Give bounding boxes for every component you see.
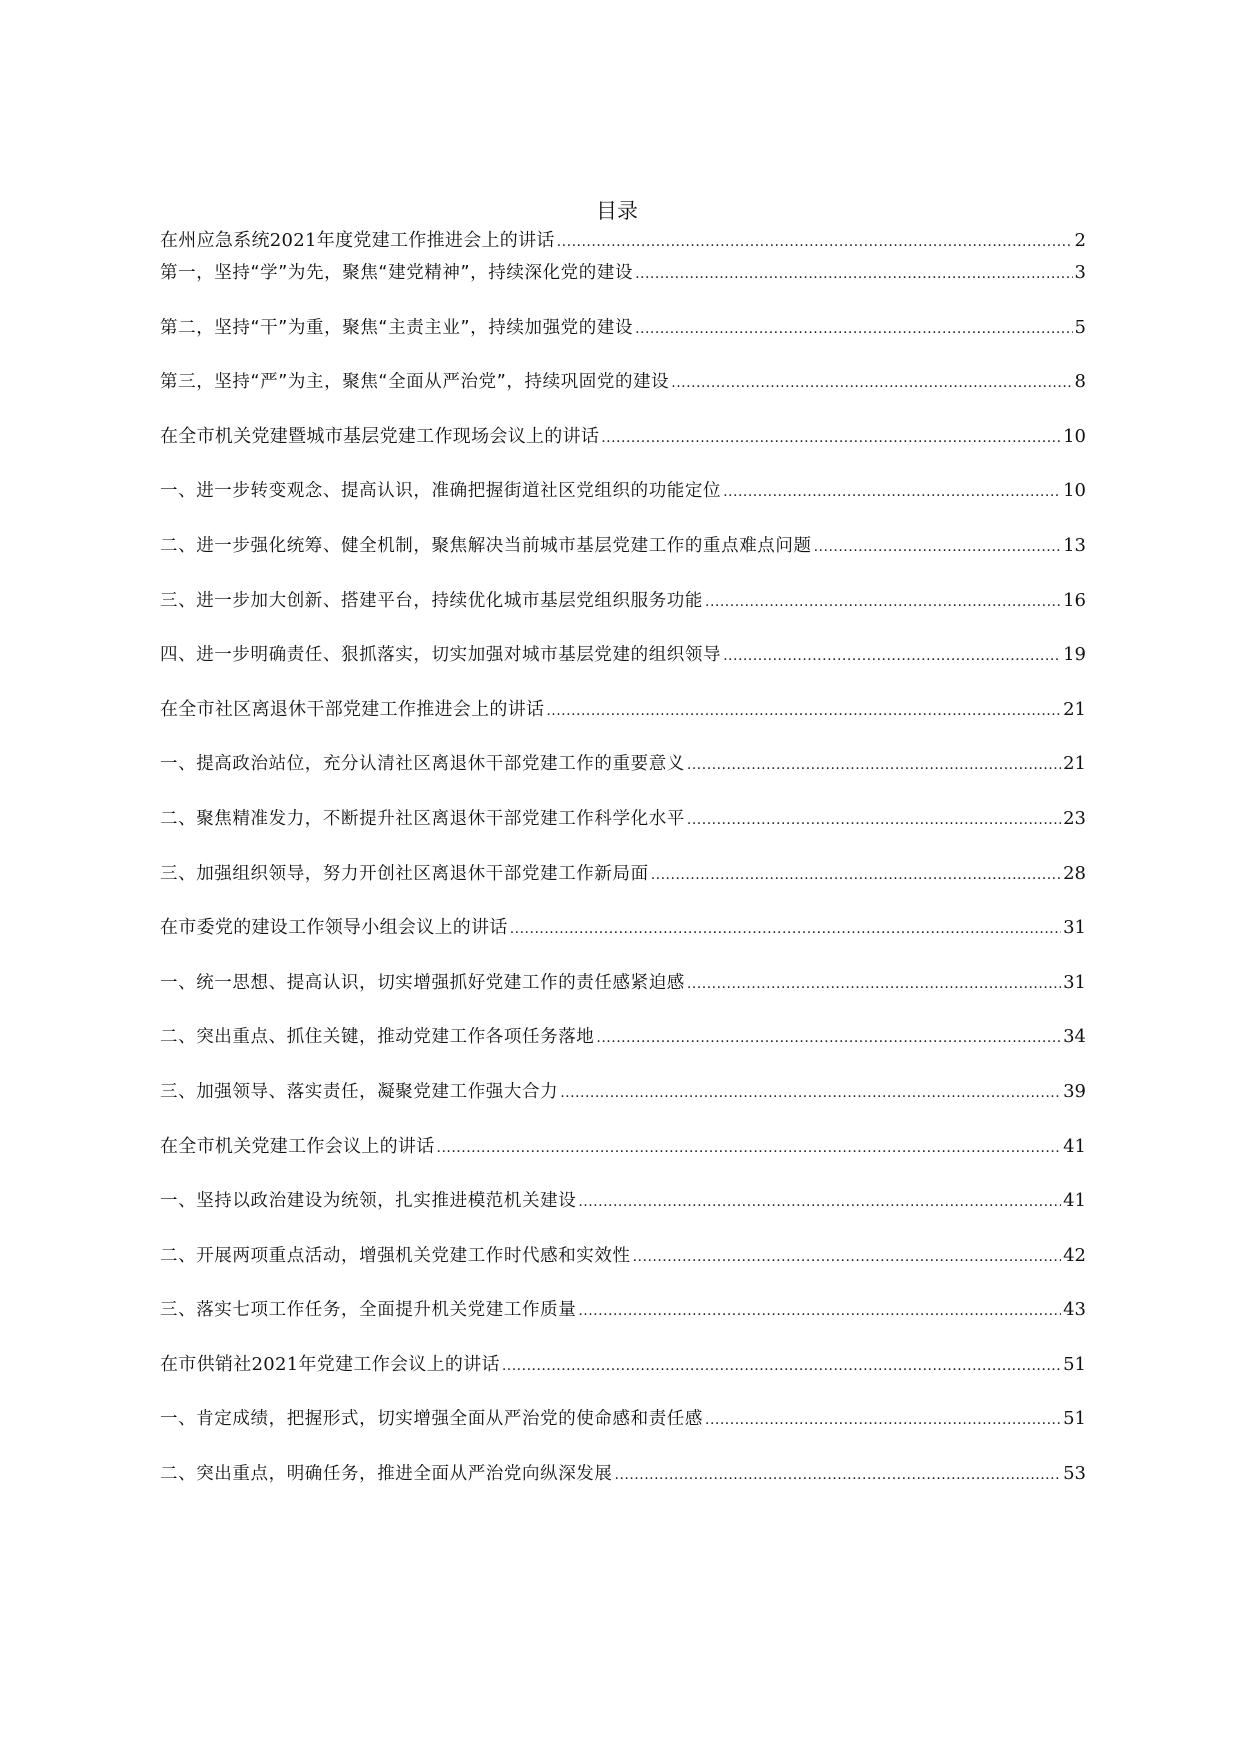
- toc-entry[interactable]: [160, 478, 1086, 533]
- toc-entry-page-number: 39: [1063, 1080, 1086, 1102]
- toc-entry-page-number: 34: [1063, 1026, 1086, 1048]
- toc-entry[interactable]: [160, 1461, 1086, 1516]
- toc-entry-title: 三、加强组织领导，努力开创社区离退休干部党建工作新局面: [160, 863, 649, 884]
- toc-entry[interactable]: [160, 1079, 1086, 1134]
- dot-leader: [601, 425, 1061, 451]
- toc-entry-page-number: 2: [1074, 230, 1086, 251]
- dot-leader: [723, 479, 1061, 505]
- table-of-contents: [160, 228, 1086, 1516]
- dot-leader: [502, 1353, 1061, 1379]
- dot-leader: [687, 807, 1061, 833]
- dot-leader: [578, 1189, 1061, 1215]
- dot-leader: [723, 643, 1061, 669]
- toc-entry-page-number: 42: [1063, 1244, 1086, 1266]
- toc-entry-page-number: 43: [1063, 1299, 1086, 1321]
- toc-entry-page-number: 31: [1063, 917, 1086, 939]
- toc-entry-title: 在全市机关党建工作会议上的讲话: [160, 1135, 435, 1157]
- toc-entry-page-number: 21: [1063, 698, 1086, 720]
- toc-entry-title: 二、突出重点，明确任务，推进全面从严治党向纵深发展: [160, 1464, 613, 1485]
- toc-entry-page-number: 41: [1063, 1135, 1086, 1157]
- toc-entry[interactable]: [160, 806, 1086, 861]
- dot-leader: [578, 1298, 1061, 1324]
- toc-entry-page-number: 51: [1063, 1353, 1086, 1375]
- toc-entry-title: 二、进一步强化统筹、健全机制，聚焦解决当前城市基层党建工作的重点难点问题: [160, 535, 812, 556]
- dot-leader: [687, 752, 1061, 778]
- toc-entry-title: 在市供销社2021年党建工作会议上的讲话: [160, 1353, 500, 1375]
- toc-entry[interactable]: [160, 697, 1086, 752]
- dot-leader: [437, 1135, 1062, 1161]
- dot-leader: [560, 1080, 1061, 1106]
- toc-entry-title: 在全市社区离退休干部党建工作推进会上的讲话: [160, 698, 545, 720]
- dot-leader: [687, 971, 1061, 997]
- toc-entry[interactable]: [160, 588, 1086, 643]
- toc-entry-title: 第三，坚持“严”为主，聚焦“全面从严治党”，持续巩固党的建设: [160, 372, 670, 393]
- toc-entry-page-number: 23: [1063, 807, 1086, 829]
- dot-leader: [633, 1244, 1061, 1270]
- toc-entry-page-number: 3: [1074, 262, 1086, 283]
- toc-entry-title: 二、突出重点、抓住关键，推动党建工作各项任务落地: [160, 1027, 595, 1048]
- toc-entry-title: 一、肯定成绩，把握形式，切实增强全面从严治党的使命感和责任感: [160, 1409, 703, 1430]
- toc-entry[interactable]: [160, 1024, 1086, 1079]
- toc-entry-title: 在全市机关党建暨城市基层党建工作现场会议上的讲话: [160, 425, 600, 447]
- toc-entry[interactable]: [160, 1352, 1086, 1407]
- dot-leader: [557, 229, 1073, 255]
- toc-entry[interactable]: [160, 1188, 1086, 1243]
- toc-entry[interactable]: [160, 915, 1086, 970]
- toc-entry-title: 三、进一步加大创新、搭建平台，持续优化城市基层党组织服务功能: [160, 590, 703, 611]
- toc-entry-title: 在州应急系统2021年度党建工作推进会上的讲话: [160, 230, 555, 251]
- toc-entry-page-number: 51: [1063, 1408, 1086, 1430]
- toc-entry[interactable]: [160, 1243, 1086, 1298]
- dot-leader: [596, 1025, 1061, 1051]
- toc-entry-title: 一、提高政治站位，充分认清社区离退休干部党建工作的重要意义: [160, 754, 685, 775]
- toc-entry[interactable]: [160, 1406, 1086, 1461]
- toc-entry-title: 三、落实七项工作任务，全面提升机关党建工作质量: [160, 1300, 577, 1321]
- toc-entry[interactable]: [160, 533, 1086, 588]
- toc-entry-page-number: 28: [1063, 862, 1086, 884]
- toc-entry-page-number: 53: [1063, 1463, 1086, 1485]
- toc-entry[interactable]: [160, 751, 1086, 806]
- toc-entry[interactable]: [160, 861, 1086, 916]
- toc-title: 目录: [596, 199, 638, 223]
- toc-entry[interactable]: [160, 970, 1086, 1025]
- dot-leader: [705, 1407, 1061, 1433]
- toc-entry-title: 一、坚持以政治建设为统领，扎实推进模范机关建设: [160, 1191, 577, 1212]
- dot-leader: [546, 698, 1061, 724]
- toc-entry-page-number: 31: [1063, 971, 1086, 993]
- dot-leader: [510, 916, 1061, 942]
- dot-leader: [615, 1462, 1062, 1488]
- dot-leader: [651, 862, 1061, 888]
- toc-entry[interactable]: [160, 1134, 1086, 1189]
- toc-entry[interactable]: [160, 260, 1086, 315]
- toc-entry-title: 在市委党的建设工作领导小组会议上的讲话: [160, 917, 508, 939]
- toc-entry[interactable]: [160, 369, 1086, 424]
- toc-entry[interactable]: [160, 424, 1086, 479]
- toc-entry-page-number: 5: [1074, 316, 1086, 338]
- dot-leader: [671, 370, 1072, 396]
- toc-entry-title: 二、聚焦精准发力，不断提升社区离退休干部党建工作科学化水平: [160, 808, 685, 829]
- toc-entry[interactable]: [160, 642, 1086, 697]
- toc-entry[interactable]: [160, 315, 1086, 370]
- toc-entry[interactable]: [160, 228, 1086, 260]
- dot-leader: [814, 534, 1061, 560]
- toc-entry-page-number: 10: [1063, 425, 1086, 447]
- toc-entry-title: 四、进一步明确责任、狠抓落实，切实加强对城市基层党建的组织领导: [160, 645, 722, 666]
- toc-entry-title: 一、进一步转变观念、提高认识，准确把握街道社区党组织的功能定位: [160, 481, 722, 502]
- toc-entry-title: 第一，坚持“学”为先，聚焦“建党精神”，持续深化党的建设: [160, 263, 634, 283]
- toc-entry-page-number: 41: [1063, 1190, 1086, 1212]
- toc-entry-page-number: 16: [1063, 589, 1086, 611]
- toc-entry-page-number: 19: [1063, 644, 1086, 666]
- toc-entry-title: 三、加强领导、落实责任，凝聚党建工作强大合力: [160, 1081, 559, 1102]
- toc-entry-page-number: 21: [1063, 753, 1086, 775]
- toc-entry-title: 一、统一思想、提高认识，切实增强抓好党建工作的责任感紧迫感: [160, 972, 685, 993]
- dot-leader: [635, 316, 1072, 342]
- toc-entry-page-number: 8: [1074, 371, 1086, 393]
- dot-leader: [635, 261, 1072, 287]
- toc-entry-title: 二、开展两项重点活动，增强机关党建工作时代感和实效性: [160, 1245, 631, 1266]
- toc-entry-page-number: 13: [1063, 534, 1086, 556]
- toc-entry-title: 第二，坚持“干”为重，聚焦“主责主业”，持续加强党的建设: [160, 317, 634, 338]
- dot-leader: [705, 589, 1061, 615]
- toc-entry[interactable]: [160, 1297, 1086, 1352]
- toc-entry-page-number: 10: [1063, 480, 1086, 502]
